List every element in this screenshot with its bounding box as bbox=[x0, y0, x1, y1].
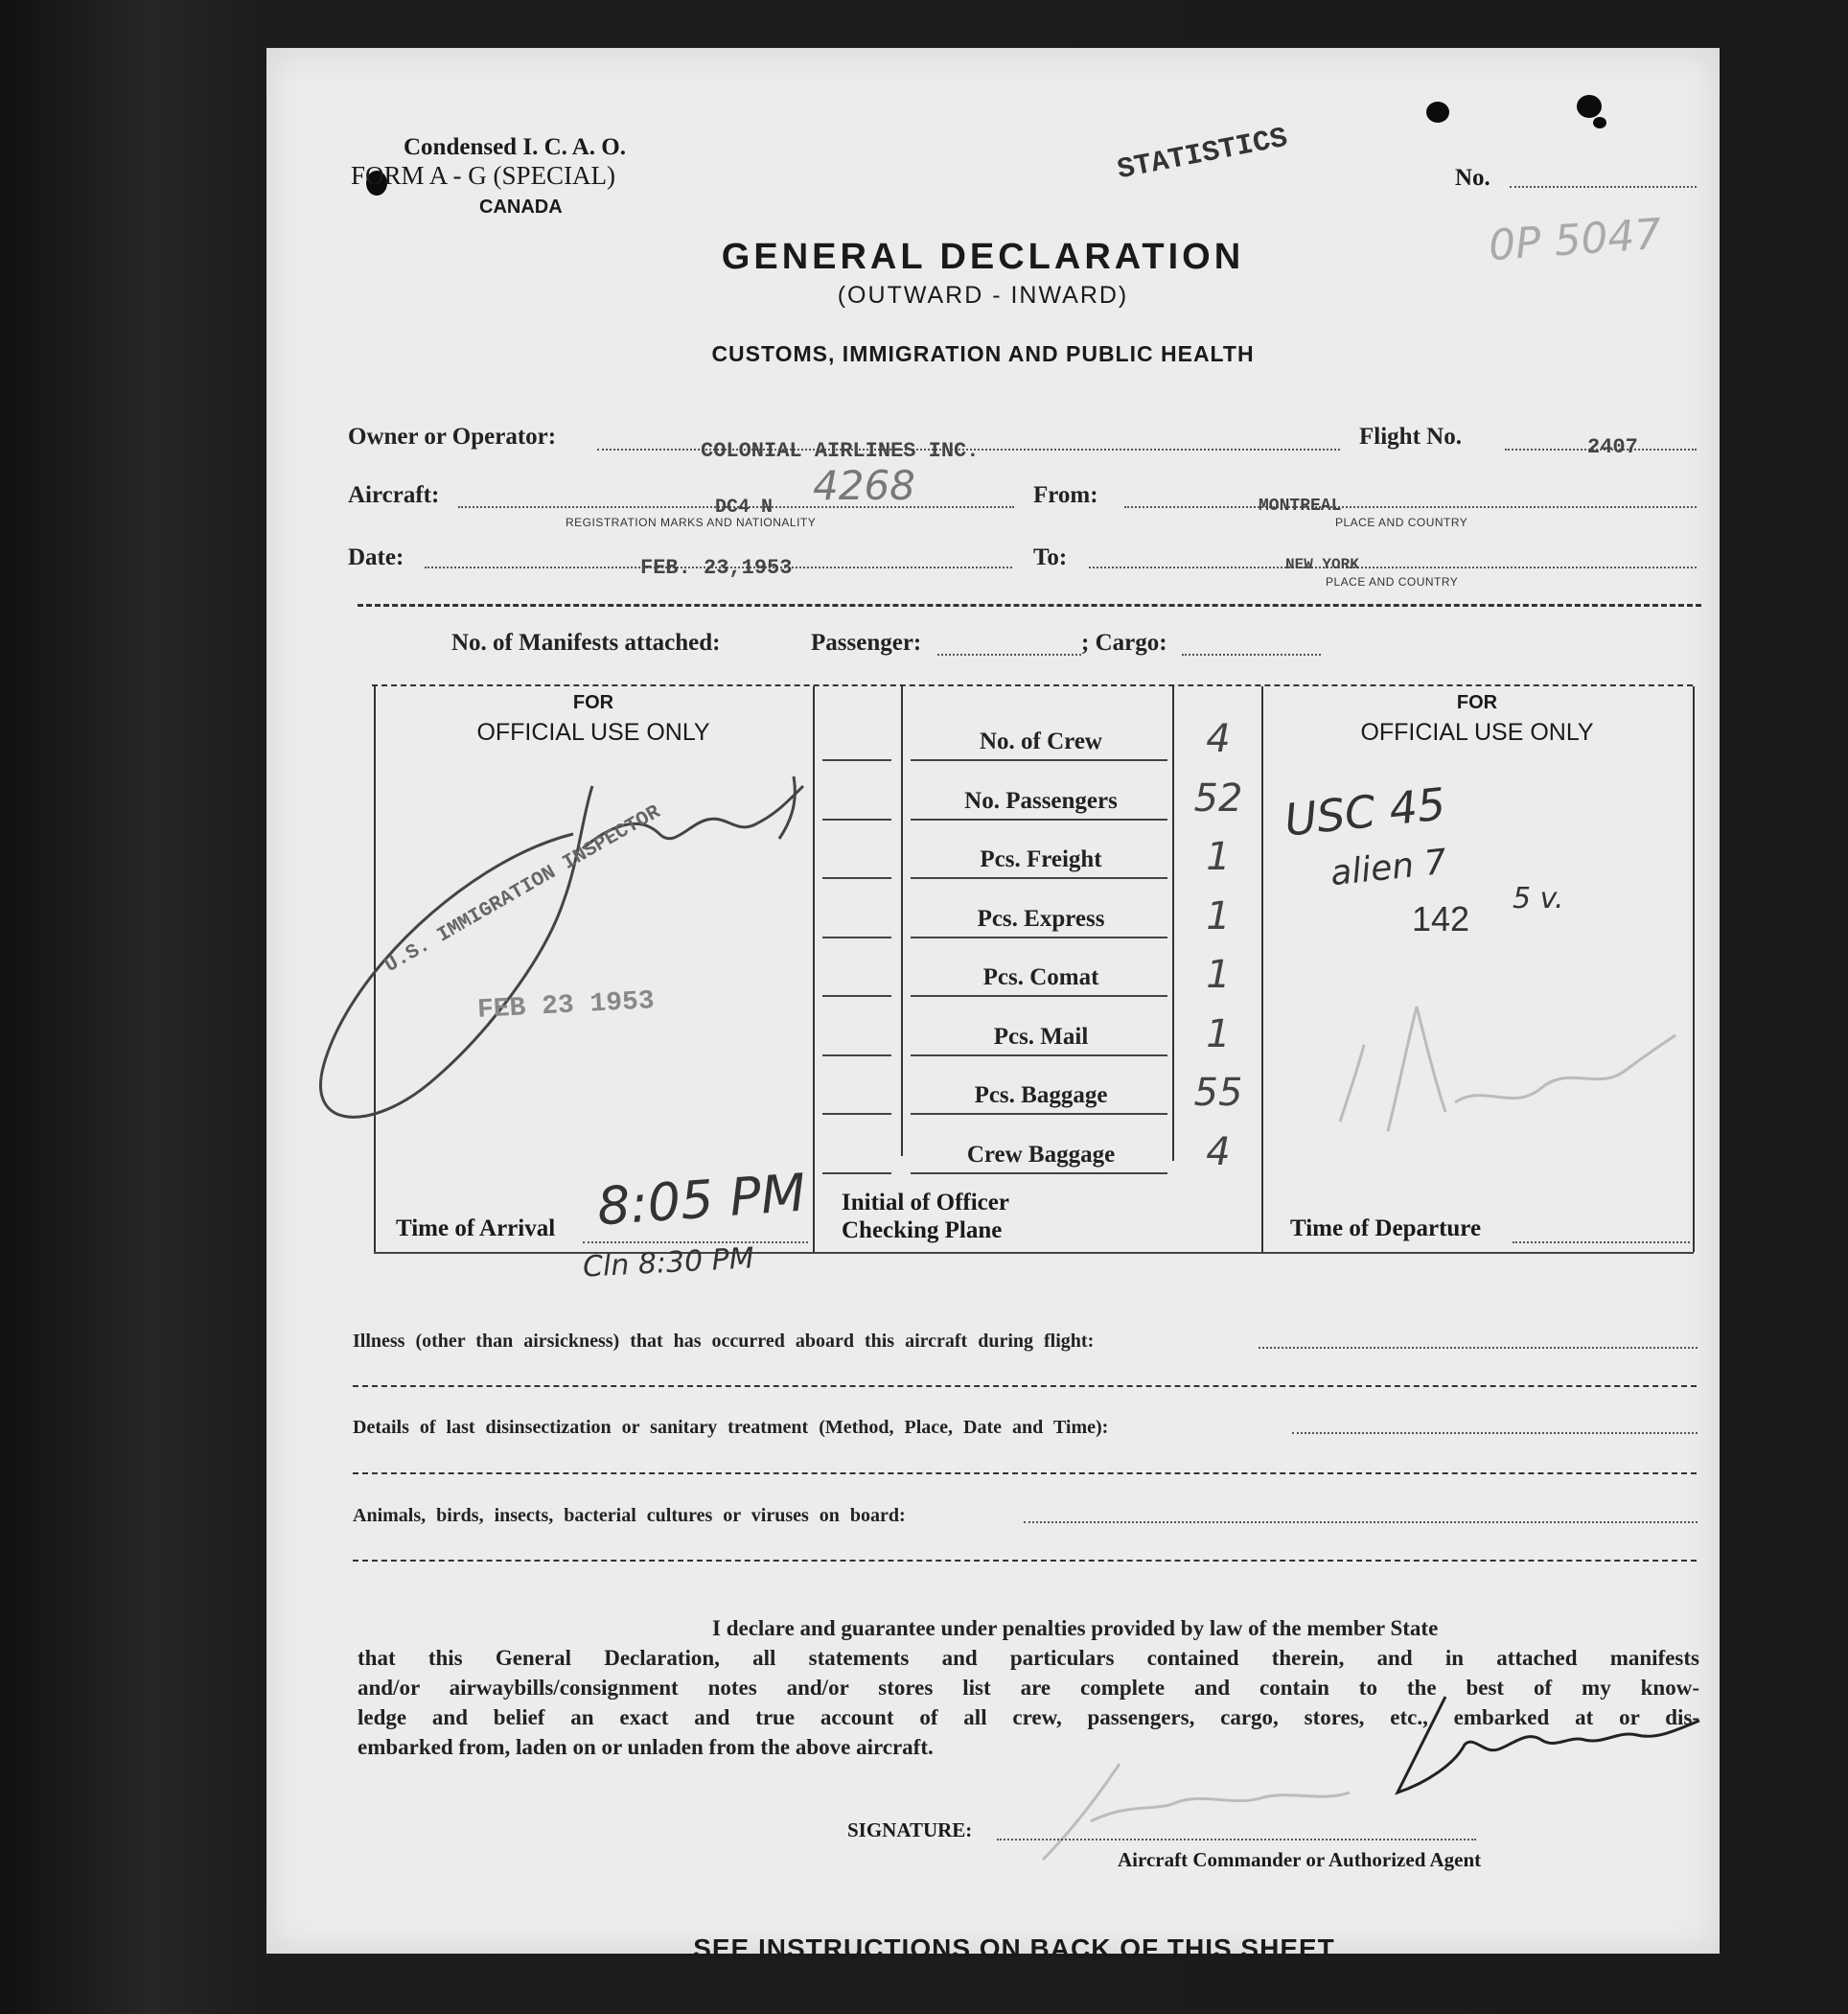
departure-line bbox=[1513, 1241, 1690, 1243]
manifests-cargo-line bbox=[1182, 654, 1321, 656]
animals-label: Animals, birds, insects, bacterial cultures or viruses on board: bbox=[353, 1505, 906, 1526]
count-label: Pcs. Comat bbox=[982, 964, 1099, 990]
ink-blot bbox=[1593, 117, 1606, 128]
count-label: No. Passengers bbox=[964, 787, 1118, 814]
date-label: Date: bbox=[348, 544, 404, 570]
arrival-label: Time of Arrival bbox=[396, 1215, 556, 1241]
official-left-title: OFFICIAL USE ONLY bbox=[476, 719, 710, 746]
illness-line-2 bbox=[353, 1385, 1697, 1387]
disinsect-line-2 bbox=[353, 1472, 1697, 1474]
count-rule-left bbox=[822, 1172, 891, 1174]
declaration-line-5: embarked from, laden on or unladen from the above aircraft. bbox=[358, 1735, 934, 1759]
officer-label-line1: Initial of Officer bbox=[842, 1190, 1009, 1215]
arrival-line bbox=[583, 1241, 808, 1243]
date-value[interactable]: FEB. 23,1953 bbox=[640, 556, 793, 580]
form-subtitle: (OUTWARD - INWARD) bbox=[837, 282, 1129, 309]
count-value[interactable]: 1 bbox=[1206, 893, 1231, 938]
signature-line bbox=[997, 1839, 1476, 1840]
animals-line-1 bbox=[1024, 1521, 1698, 1523]
table-right-border bbox=[1693, 686, 1695, 1252]
aircraft-label: Aircraft: bbox=[348, 482, 440, 508]
immigration-stamp: U.S. IMMIGRATION INSPECTOR bbox=[381, 801, 665, 978]
count-rule-middle bbox=[911, 937, 1167, 938]
count-value[interactable]: 1 bbox=[1206, 953, 1231, 997]
flight-value[interactable]: 2407 bbox=[1587, 435, 1638, 459]
from-label: From: bbox=[1033, 482, 1098, 508]
commander-signature bbox=[1388, 1678, 1714, 1812]
count-rule-middle bbox=[911, 759, 1167, 761]
statistics-stamp: STATISTICS bbox=[1115, 122, 1291, 188]
to-value[interactable]: NEW YORK bbox=[1285, 556, 1359, 573]
from-caption: PLACE AND COUNTRY bbox=[1335, 516, 1468, 529]
official-right-title: OFFICIAL USE ONLY bbox=[1360, 719, 1594, 746]
table-divider-2 bbox=[901, 686, 903, 1156]
official-left-for: FOR bbox=[572, 692, 614, 713]
form-title: GENERAL DECLARATION bbox=[721, 237, 1245, 277]
right-number: 142 bbox=[1412, 899, 1470, 938]
count-rule-middle bbox=[911, 1054, 1167, 1056]
from-line bbox=[1124, 506, 1697, 508]
form-subheading: CUSTOMS, IMMIGRATION AND PUBLIC HEALTH bbox=[711, 341, 1255, 366]
count-value[interactable]: 52 bbox=[1193, 776, 1243, 821]
animals-line-2 bbox=[353, 1560, 1697, 1562]
right-note-line1: USC 45 bbox=[1282, 777, 1448, 846]
count-rule-middle bbox=[911, 995, 1167, 997]
number-line bbox=[1510, 186, 1697, 188]
right-note-line3: 5 v. bbox=[1513, 882, 1564, 915]
count-rule-left bbox=[822, 1054, 891, 1056]
form-header-line2: FORM A - G (SPECIAL) bbox=[351, 161, 616, 190]
ink-blot bbox=[1426, 102, 1449, 123]
table-divider-4 bbox=[1261, 686, 1263, 1252]
form-header-line3: CANADA bbox=[479, 197, 563, 218]
count-label: Pcs. Freight bbox=[980, 846, 1102, 872]
manifests-label: No. of Manifests attached: bbox=[451, 630, 721, 656]
aircraft-typed-value[interactable]: DC4 N bbox=[715, 497, 774, 519]
count-rule-middle bbox=[911, 1113, 1167, 1115]
officer-label-line2: Checking Plane bbox=[842, 1217, 1003, 1243]
disinsect-line-1 bbox=[1292, 1432, 1698, 1434]
count-value[interactable]: 1 bbox=[1206, 1011, 1231, 1056]
declaration-line-2: that this General Declaration, all statements and particulars contained therein, and in attached manifests bbox=[358, 1646, 1699, 1670]
owner-value[interactable]: COLONIAL AIRLINES INC. bbox=[701, 439, 980, 463]
count-label: Crew Baggage bbox=[966, 1141, 1116, 1168]
table-divider-1 bbox=[813, 686, 815, 1252]
pencil-scribble bbox=[1321, 987, 1685, 1160]
count-rule-middle bbox=[911, 819, 1167, 821]
officer-signature-scribble bbox=[295, 748, 813, 1179]
owner-label: Owner or Operator: bbox=[348, 424, 557, 450]
declaration-line-3: and/or airwaybills/consignment notes and/or stores list are complete and contain to the best of my know- bbox=[358, 1676, 1699, 1700]
to-line bbox=[1089, 567, 1697, 568]
departure-label: Time of Departure bbox=[1290, 1215, 1482, 1241]
right-note-line2: alien 7 bbox=[1328, 842, 1449, 894]
illness-line-1 bbox=[1259, 1347, 1698, 1349]
signature-caption: Aircraft Commander or Authorized Agent bbox=[1118, 1848, 1482, 1871]
count-label: Pcs. Express bbox=[977, 905, 1105, 932]
manifests-passenger-label: Passenger: bbox=[811, 630, 922, 656]
count-value[interactable]: 4 bbox=[1206, 1129, 1231, 1174]
illness-label: Illness (other than airsickness) that has occurred aboard this aircraft during flight: bbox=[353, 1331, 1095, 1352]
count-rule-left bbox=[822, 1113, 891, 1115]
from-value[interactable]: MONTREAL bbox=[1259, 497, 1342, 516]
manifests-passenger-line bbox=[937, 654, 1081, 656]
handwritten-reference: 0P 5047 bbox=[1487, 209, 1664, 271]
immigration-stamp-date: FEB 23 1953 bbox=[476, 986, 656, 1026]
signature-label: SIGNATURE: bbox=[847, 1818, 973, 1841]
count-rule-left bbox=[822, 995, 891, 997]
aircraft-caption: REGISTRATION MARKS AND NATIONALITY bbox=[566, 516, 817, 529]
official-right-for: FOR bbox=[1456, 692, 1498, 713]
section-divider bbox=[358, 604, 1701, 607]
number-label: No. bbox=[1455, 165, 1490, 191]
count-value[interactable]: 55 bbox=[1193, 1071, 1243, 1115]
declaration-form bbox=[266, 48, 1720, 1963]
clearance-time-handwritten: Cln 8:30 PM bbox=[582, 1241, 755, 1285]
count-value[interactable]: 1 bbox=[1206, 835, 1231, 879]
count-rule-left bbox=[822, 759, 891, 761]
disinsect-label: Details of last disinsectization or sanitary treatment (Method, Place, Date and Time): bbox=[353, 1417, 1109, 1438]
arrival-time-handwritten: 8:05 PM bbox=[595, 1162, 808, 1238]
count-label: Pcs. Mail bbox=[993, 1023, 1089, 1050]
table-top-rule bbox=[372, 684, 1693, 686]
table-bottom-rule bbox=[374, 1252, 1694, 1254]
manifests-cargo-label: ; Cargo: bbox=[1081, 630, 1167, 656]
count-rule-middle bbox=[911, 877, 1167, 879]
form-header-line1: Condensed I. C. A. O. bbox=[404, 134, 626, 160]
count-rule-left bbox=[822, 877, 891, 879]
count-label: Pcs. Baggage bbox=[974, 1082, 1108, 1108]
flight-label: Flight No. bbox=[1359, 424, 1462, 450]
count-value[interactable]: 4 bbox=[1206, 717, 1231, 761]
count-rule-left bbox=[822, 819, 891, 821]
count-rule-left bbox=[822, 937, 891, 938]
declaration-line-4: ledge and belief an exact and true account of all crew, passengers, cargo, stores, etc., embarked at or dis- bbox=[358, 1705, 1699, 1729]
table-divider-3 bbox=[1172, 686, 1174, 1161]
aircraft-handwritten-value: 4268 bbox=[813, 462, 915, 509]
count-label: No. of Crew bbox=[980, 729, 1102, 754]
declaration-line-1: I declare and guarantee under penalties provided by law of the member State bbox=[712, 1616, 1439, 1640]
footer-instructions: SEE INSTRUCTIONS ON BACK OF THIS SHEET bbox=[693, 1933, 1335, 1963]
to-caption: PLACE AND COUNTRY bbox=[1326, 575, 1459, 589]
to-label: To: bbox=[1033, 544, 1068, 570]
officer-initial-label bbox=[842, 1189, 1009, 1244]
ink-blot bbox=[1577, 95, 1602, 118]
count-rule-middle bbox=[911, 1172, 1167, 1174]
